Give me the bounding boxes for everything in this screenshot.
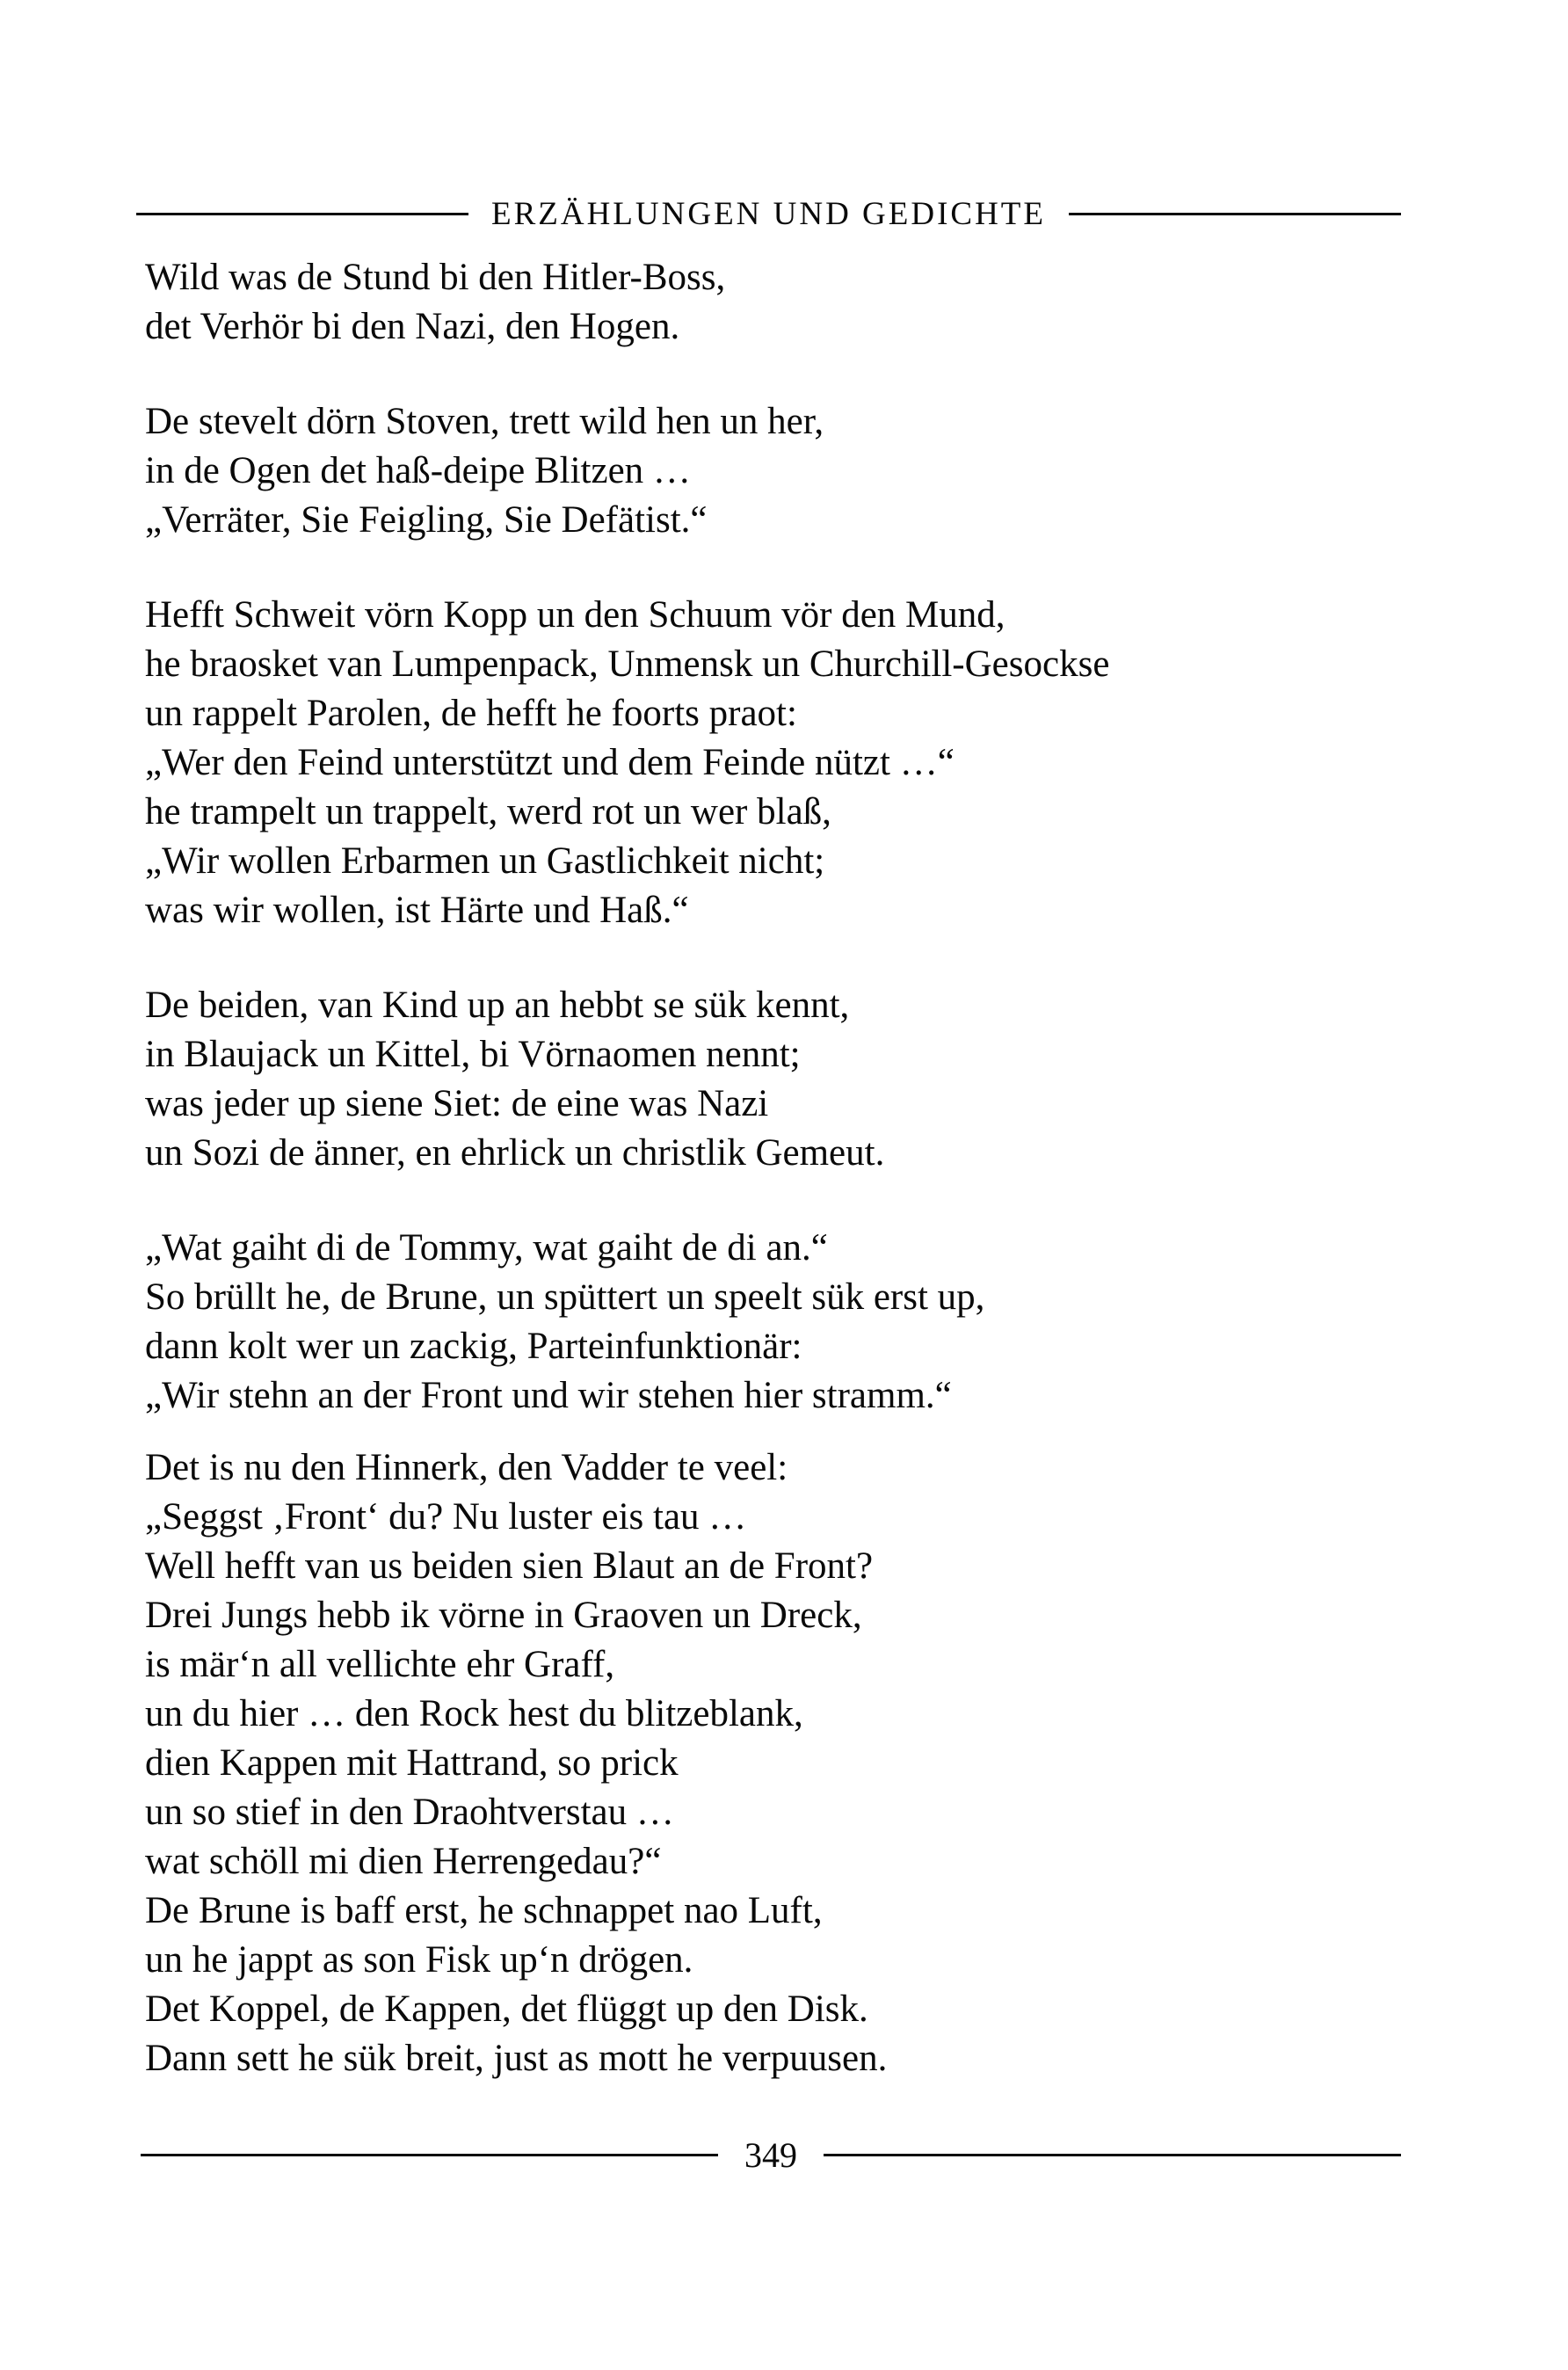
poem-line: in Blaujack un Kittel, bi Vörnaomen nennt; (145, 1034, 801, 1075)
stanza (145, 1224, 1489, 1421)
page-footer (141, 2134, 1401, 2176)
stanza (145, 981, 1489, 1178)
poem-line: Well hefft van us beiden sien Blaut an de Front? (145, 1545, 874, 1587)
poem-line: De beiden, van Kind up an hebbt se sük kennt, (145, 985, 850, 1026)
poem-line: „Wir stehn an der Front und wir stehen hier stramm.“ (145, 1375, 952, 1416)
header-rule-left (136, 213, 468, 215)
poem-line: he braosket van Lumpenpack, Unmensk un Churchill-Gesockse (145, 643, 1110, 685)
poem-line: un du hier … den Rock hest du blitzeblank, (145, 1693, 803, 1734)
poem-line: „Verräter, Sie Feigling, Sie Defätist.“ (145, 499, 708, 541)
poem-line: „Wir wollen Erbarmen un Gastlichkeit nicht; (145, 840, 825, 882)
header-rule-right (1069, 213, 1401, 215)
running-head: ERZÄHLUNGEN UND GEDICHTE (490, 196, 1047, 232)
poem-line: Wild was de Stund bi den Hitler-Boss, (145, 257, 726, 298)
poem-line: Det is nu den Hinnerk, den Vadder te veel: (145, 1447, 788, 1488)
poem-line: dien Kappen mit Hattrand, so prick (145, 1742, 679, 1784)
poem-line: un Sozi de änner, en ehrlick un christlik Gemeut. (145, 1132, 885, 1174)
poem-line: was wir wollen, ist Härte und Haß.“ (145, 890, 689, 931)
poem-line: Dann sett he sük breit, just as mott he verpuusen. (145, 2038, 888, 2079)
poem-line: De stevelt dörn Stoven, trett wild hen un her, (145, 401, 824, 442)
poem-line: det Verhör bi den Nazi, den Hogen. (145, 306, 680, 347)
page-header (136, 195, 1401, 233)
poem-line: „Wer den Feind unterstützt und dem Feinde nützt …“ (145, 742, 955, 783)
poem-line: he trampelt un trappelt, werd rot un wer blaß, (145, 791, 831, 832)
poem-line: is mär‘n all vellichte ehr Graff, (145, 1644, 615, 1685)
stanza (145, 253, 1489, 352)
footer-rule-right (824, 2154, 1401, 2156)
poem-line: „Wat gaiht di de Tommy, wat gaiht de di an.“ (145, 1227, 828, 1269)
stanza (145, 1443, 1489, 2083)
poem-line: un rappelt Parolen, de hefft he foorts praot: (145, 693, 797, 734)
poem (145, 253, 1489, 2083)
poem-line: dann kolt wer un zackig, Parteinfunktionär: (145, 1326, 802, 1367)
footer-rule-left (141, 2154, 718, 2156)
poem-line: So brüllt he, de Brune, un spüttert un speelt sük erst up, (145, 1276, 985, 1318)
stanza (145, 397, 1489, 545)
poem-line: Drei Jungs hebb ik vörne in Graoven un Dreck, (145, 1595, 862, 1636)
poem-line: un he jappt as son Fisk up‘n drögen. (145, 1939, 693, 1981)
poem-line: in de Ogen det haß-deipe Blitzen … (145, 450, 691, 491)
poem-line: was jeder up siene Siet: de eine was Nazi (145, 1083, 769, 1124)
poem-line: Det Koppel, de Kappen, det flüggt up den Disk. (145, 1988, 868, 2030)
poem-line: „Seggst ‚Front‘ du? Nu luster eis tau … (145, 1496, 747, 1538)
poem-line: Hefft Schweit vörn Kopp un den Schuum vör den Mund, (145, 594, 1005, 636)
poem-line: De Brune is baff erst, he schnappet nao Luft, (145, 1890, 823, 1931)
poem-line: un so stief in den Draohtverstau … (145, 1792, 674, 1833)
stanza (145, 591, 1489, 935)
poem-line: wat schöll mi dien Herrengedau?“ (145, 1841, 662, 1882)
page-number: 349 (744, 2135, 797, 2175)
